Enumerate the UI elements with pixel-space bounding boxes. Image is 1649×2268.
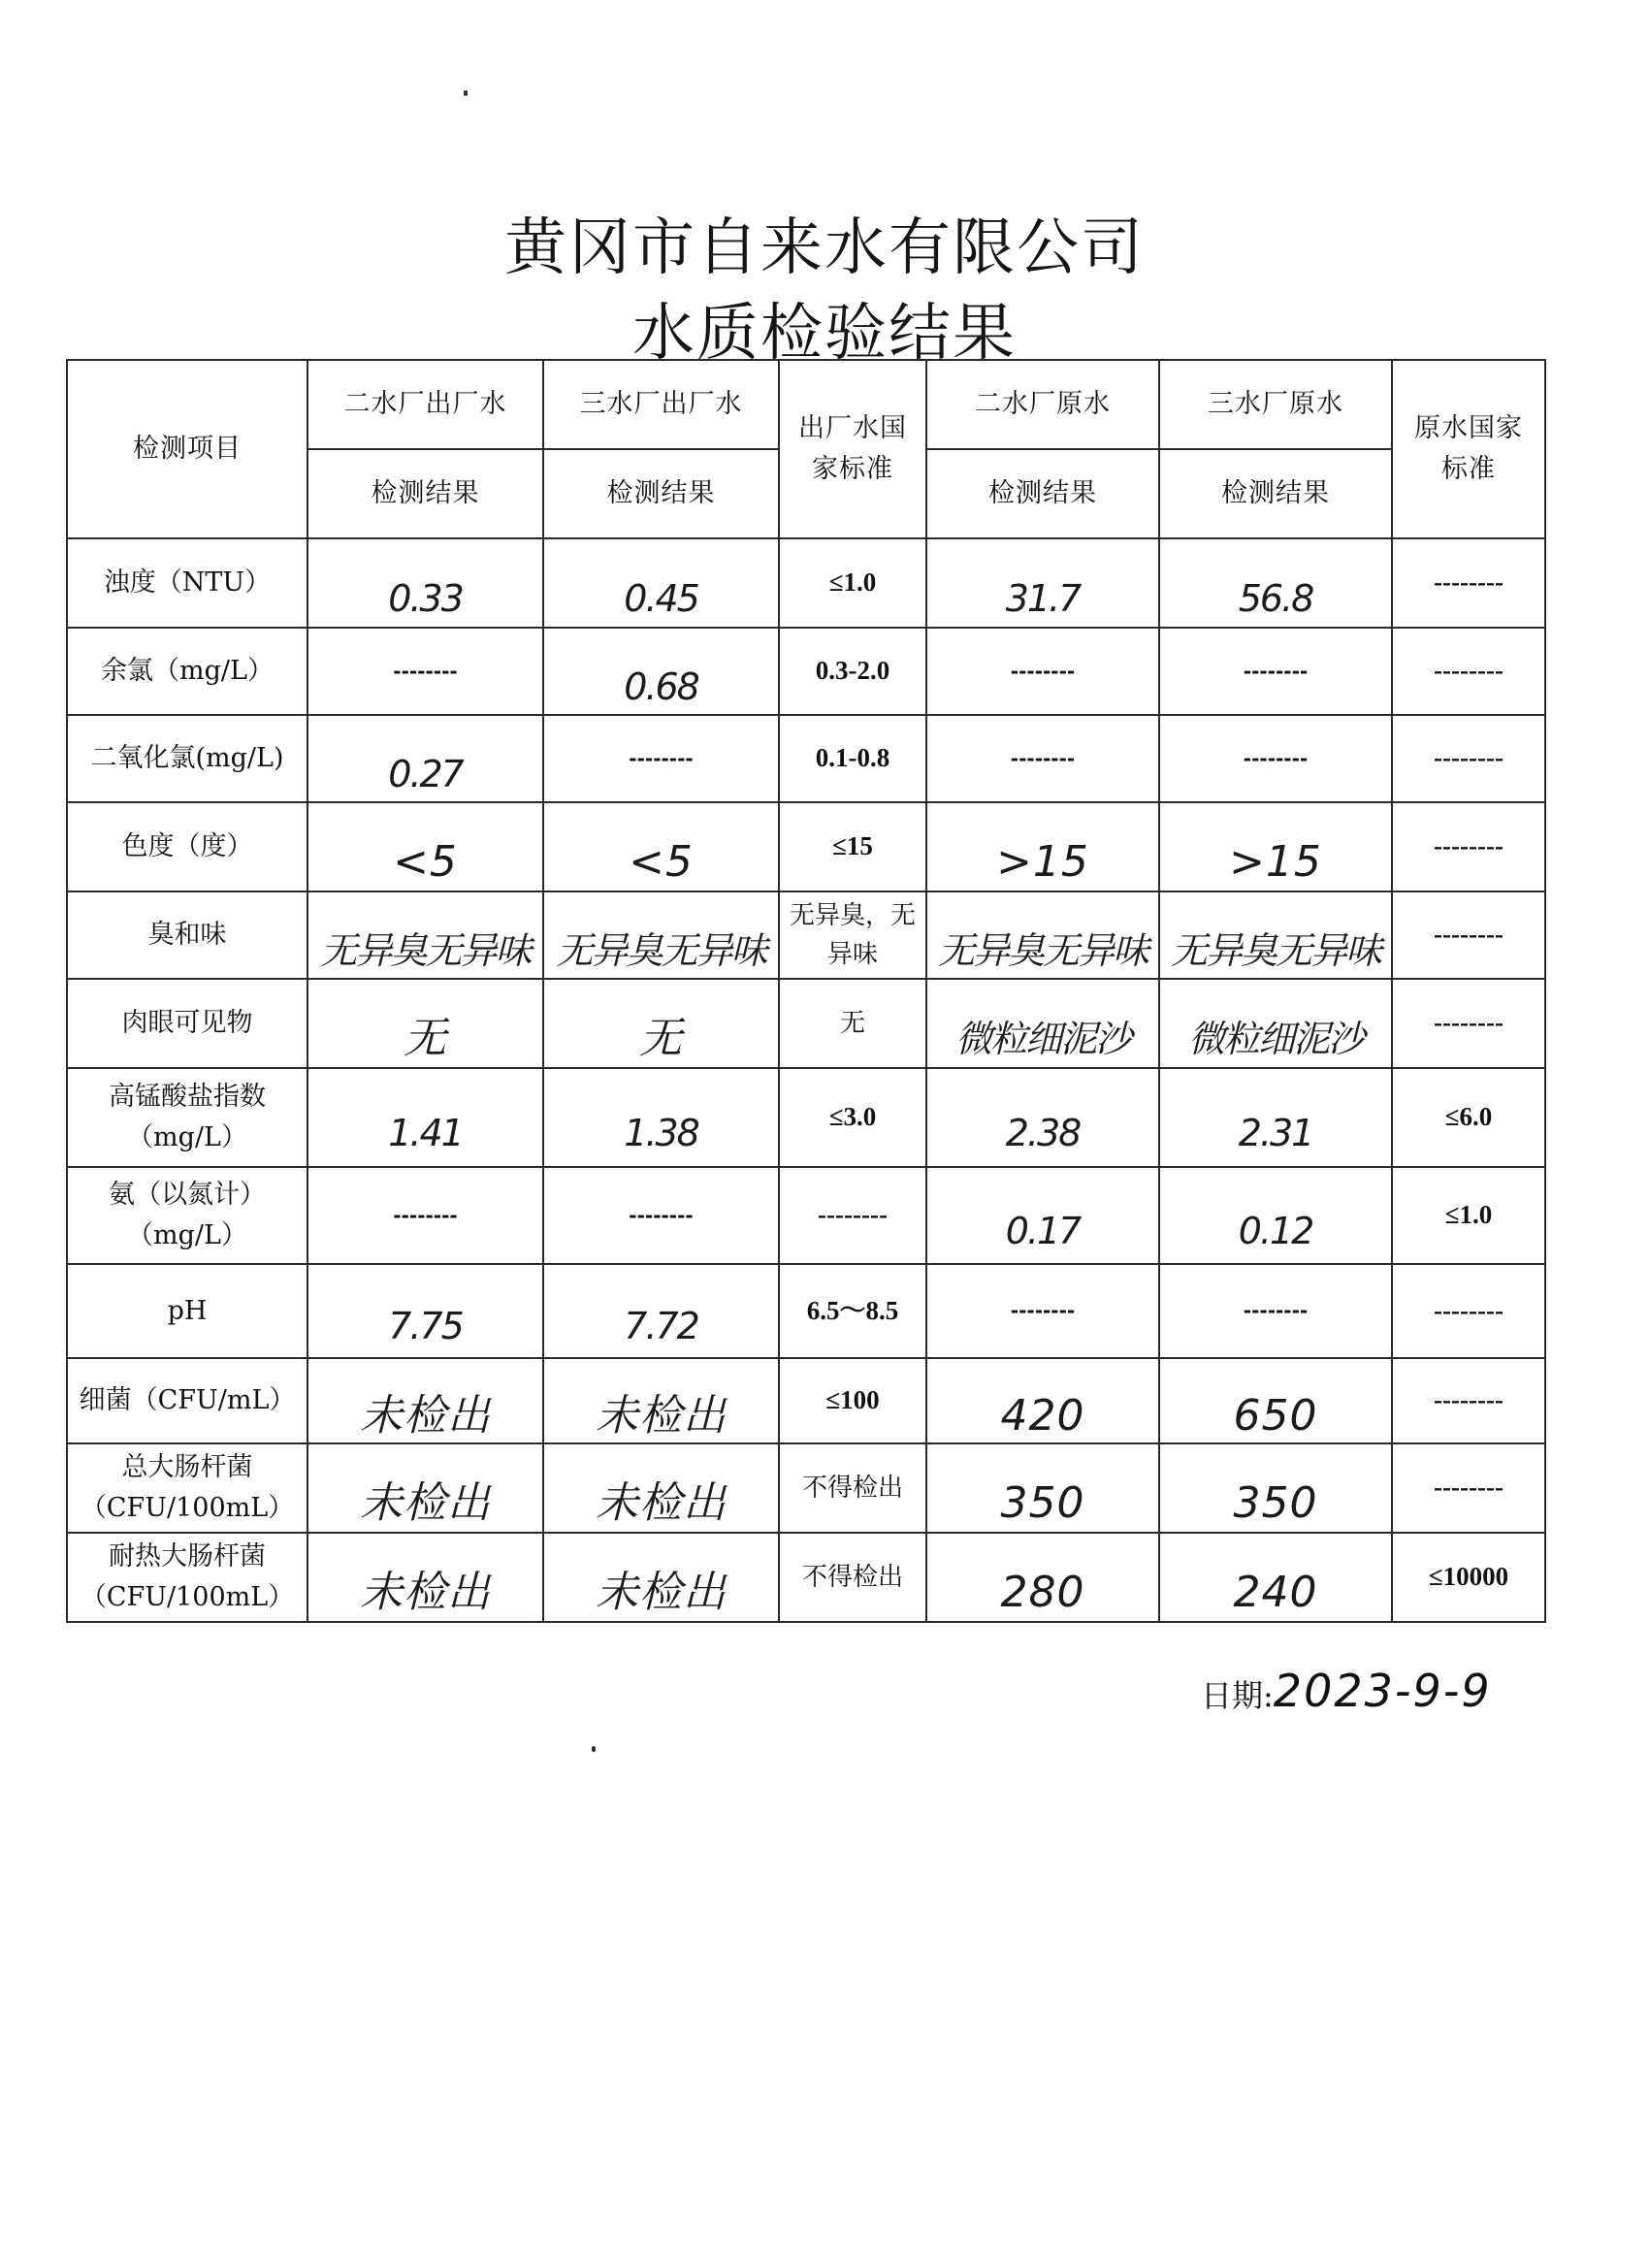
row-item-label: 高锰酸盐指数（mg/L）: [67, 1068, 307, 1167]
result-cell: [543, 891, 779, 979]
handwritten-value: 31.7: [1005, 576, 1081, 620]
header-col3: 二水厂原水: [926, 360, 1159, 449]
result-cell: [307, 802, 543, 891]
date-value: 2023-9-9: [1273, 1665, 1492, 1717]
handwritten-value: 420: [1000, 1390, 1085, 1441]
table-row: [67, 802, 1545, 891]
raw-standard-cell: ≤10000: [1392, 1533, 1545, 1622]
result-cell: [926, 1533, 1159, 1622]
result-cell: [543, 1358, 779, 1443]
raw-standard-cell: --------: [1392, 802, 1545, 891]
result-cell: --------: [1159, 1264, 1392, 1358]
date-line: [1201, 1665, 1492, 1717]
handwritten-value: 1.38: [624, 1111, 698, 1154]
row-item-label: 臭和味: [67, 891, 307, 979]
outlet-standard-cell: ≤1.0: [779, 538, 926, 628]
table-row: [67, 1167, 1545, 1264]
result-cell: [1159, 1068, 1392, 1167]
result-cell: [926, 1167, 1159, 1264]
handwritten-value: 无异臭无异味: [1170, 928, 1380, 972]
raw-standard-cell: ≤6.0: [1392, 1068, 1545, 1167]
handwritten-value: <5: [393, 836, 458, 887]
raw-standard-cell: --------: [1392, 715, 1545, 802]
header-result-1: 检测结果: [307, 449, 543, 538]
result-cell: [307, 979, 543, 1068]
result-cell: [307, 1358, 543, 1443]
table-row: [67, 1264, 1545, 1358]
outlet-standard-cell: 0.1-0.8: [779, 715, 926, 802]
date-label: 日期:: [1201, 1677, 1274, 1714]
result-cell: [926, 1443, 1159, 1533]
result-cell: [1159, 979, 1392, 1068]
table-row: [67, 1443, 1545, 1533]
handwritten-value: <5: [629, 836, 694, 887]
result-cell: [1159, 1533, 1392, 1622]
outlet-standard-cell: 无: [779, 979, 926, 1068]
outlet-standard-cell: 不得检出: [779, 1533, 926, 1622]
table-row: [67, 1068, 1545, 1167]
result-cell: [307, 538, 543, 628]
result-cell: [926, 979, 1159, 1068]
handwritten-value: 7.75: [388, 1305, 463, 1348]
row-item-label: 总大肠杆菌（CFU/100mL）: [67, 1443, 307, 1533]
handwritten-value: 2.38: [1005, 1111, 1081, 1154]
handwritten-value: 无异臭无异味: [320, 928, 531, 972]
result-cell: --------: [1159, 715, 1392, 802]
raw-standard-cell: --------: [1392, 1358, 1545, 1443]
handwritten-value: 微粒细泥沙: [1187, 1017, 1363, 1060]
outlet-standard-cell: ≤15: [779, 802, 926, 891]
outlet-standard-cell: 6.5～8.5: [779, 1264, 926, 1358]
result-cell: [307, 1068, 543, 1167]
result-cell: [1159, 891, 1392, 979]
handwritten-value: 56.8: [1238, 576, 1313, 620]
result-cell: [926, 891, 1159, 979]
header-result-3: 检测结果: [926, 449, 1159, 538]
table-row: [67, 715, 1545, 802]
water-quality-table: [66, 359, 1546, 1623]
row-item-label: 耐热大肠杆菌（CFU/100mL）: [67, 1533, 307, 1622]
result-cell: [926, 802, 1159, 891]
handwritten-value: 2.31: [1238, 1111, 1313, 1154]
handwritten-value: 未检出: [596, 1477, 727, 1528]
header-std-raw: 原水国家标准: [1392, 360, 1545, 538]
raw-standard-cell: --------: [1392, 1443, 1545, 1533]
result-cell: [1159, 538, 1392, 628]
header-col2: 三水厂出厂水: [543, 360, 779, 449]
table-row: [67, 1533, 1545, 1622]
handwritten-value: 0.68: [624, 664, 698, 708]
result-cell: --------: [926, 1264, 1159, 1358]
document-subtitle: 水质检验结果: [632, 298, 1017, 370]
result-cell: [307, 715, 543, 802]
handwritten-value: 无异臭无异味: [937, 928, 1148, 972]
result-cell: [926, 538, 1159, 628]
row-item-label: 肉眼可见物: [67, 979, 307, 1068]
handwritten-value: 无异臭无异味: [556, 928, 766, 972]
raw-standard-cell: ≤1.0: [1392, 1167, 1545, 1264]
row-item-label: 色度（度）: [67, 802, 307, 891]
result-cell: [543, 538, 779, 628]
handwritten-value: 0.17: [1005, 1209, 1081, 1252]
result-cell: [543, 802, 779, 891]
handwritten-value: 7.72: [624, 1305, 698, 1348]
result-cell: [543, 1443, 779, 1533]
handwritten-value: 未检出: [360, 1477, 491, 1528]
handwritten-value: 无: [404, 1013, 447, 1063]
handwritten-value: >15: [996, 836, 1089, 887]
result-cell: [307, 1533, 543, 1622]
result-cell: [307, 891, 543, 979]
handwritten-value: 无: [639, 1013, 683, 1063]
handwritten-value: 650: [1233, 1390, 1318, 1441]
outlet-standard-cell: 0.3-2.0: [779, 628, 926, 715]
table-row: [67, 891, 1545, 979]
result-cell: --------: [307, 1167, 543, 1264]
handwritten-value: 240: [1233, 1567, 1318, 1617]
header-col4: 三水厂原水: [1159, 360, 1392, 449]
row-item-label: 余氯（mg/L）: [67, 628, 307, 715]
raw-standard-cell: --------: [1392, 538, 1545, 628]
handwritten-value: 未检出: [360, 1390, 491, 1441]
result-cell: [1159, 1443, 1392, 1533]
handwritten-value: 0.27: [388, 752, 463, 795]
handwritten-value: 未检出: [596, 1390, 727, 1441]
table-row: [67, 1358, 1545, 1443]
raw-standard-cell: --------: [1392, 628, 1545, 715]
result-cell: [543, 1533, 779, 1622]
table-row: [67, 628, 1545, 715]
row-item-label: 细菌（CFU/mL）: [67, 1358, 307, 1443]
table-row: [67, 979, 1545, 1068]
result-cell: --------: [926, 715, 1159, 802]
result-cell: --------: [543, 1167, 779, 1264]
handwritten-value: >15: [1229, 836, 1322, 887]
header-item: 检测项目: [67, 360, 307, 538]
result-cell: [1159, 802, 1392, 891]
result-cell: [926, 1068, 1159, 1167]
result-cell: [926, 1358, 1159, 1443]
outlet-standard-cell: 无异臭，无异味: [779, 891, 926, 979]
result-cell: --------: [926, 628, 1159, 715]
raw-standard-cell: --------: [1392, 979, 1545, 1068]
row-item-label: 二氧化氯(mg/L): [67, 715, 307, 802]
result-cell: [307, 1443, 543, 1533]
result-cell: [543, 628, 779, 715]
header-col1: 二水厂出厂水: [307, 360, 543, 449]
handwritten-value: 微粒细泥沙: [954, 1017, 1130, 1060]
result-cell: [543, 1264, 779, 1358]
handwritten-value: 未检出: [360, 1567, 491, 1617]
raw-standard-cell: --------: [1392, 1264, 1545, 1358]
handwritten-value: 350: [1233, 1477, 1318, 1528]
handwritten-value: 0.12: [1238, 1209, 1313, 1252]
outlet-standard-cell: --------: [779, 1167, 926, 1264]
handwritten-value: 350: [1000, 1477, 1085, 1528]
outlet-standard-cell: ≤100: [779, 1358, 926, 1443]
result-cell: --------: [543, 715, 779, 802]
row-item-label: 氨（以氮计）（mg/L）: [67, 1167, 307, 1264]
row-item-label: 浊度（NTU）: [67, 538, 307, 628]
handwritten-value: 1.41: [388, 1111, 463, 1154]
header-result-4: 检测结果: [1159, 449, 1392, 538]
handwritten-value: 280: [1000, 1567, 1085, 1617]
outlet-standard-cell: 不得检出: [779, 1443, 926, 1533]
outlet-standard-cell: ≤3.0: [779, 1068, 926, 1167]
result-cell: [1159, 1358, 1392, 1443]
result-cell: --------: [1159, 628, 1392, 715]
result-cell: [543, 1068, 779, 1167]
handwritten-value: 0.45: [624, 576, 698, 620]
result-cell: [307, 1264, 543, 1358]
document-title: 黄冈市自来水有限公司: [504, 212, 1145, 284]
result-cell: [543, 979, 779, 1068]
handwritten-value: 未检出: [596, 1567, 727, 1617]
row-item-label: pH: [67, 1264, 307, 1358]
header-std-out: 出厂水国家标准: [779, 360, 926, 538]
handwritten-value: 0.33: [388, 576, 463, 620]
result-cell: [1159, 1167, 1392, 1264]
result-cell: --------: [307, 628, 543, 715]
header-result-2: 检测结果: [543, 449, 779, 538]
raw-standard-cell: --------: [1392, 891, 1545, 979]
table-row: [67, 538, 1545, 628]
